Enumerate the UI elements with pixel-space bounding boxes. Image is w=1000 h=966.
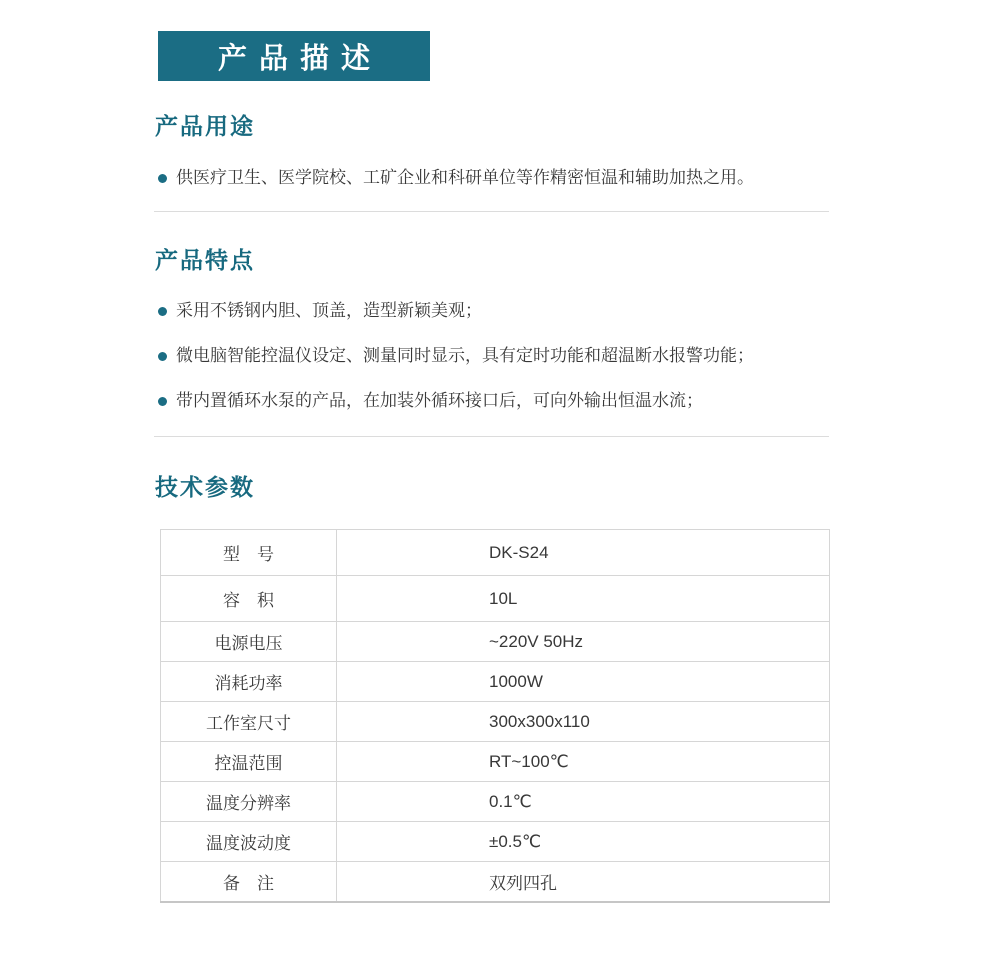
spec-label: 消耗功率	[161, 662, 337, 702]
section-heading-specs: 技术参数	[155, 474, 255, 500]
bullet-dot-icon	[158, 307, 167, 316]
usage-bullet-item	[158, 167, 754, 189]
feature-bullet-item	[158, 345, 754, 367]
spec-row-voltage	[161, 622, 830, 662]
feature-bullet-text: 带内置循环水泵的产品，在加装外循环接口后，可向外输出恒温水流；	[176, 391, 703, 410]
spec-row-temp-fluctuation	[161, 822, 830, 862]
usage-bullet-text: 供医疗卫生、医学院校、工矿企业和科研单位等作精密恒温和辅助加热之用。	[176, 168, 754, 187]
spec-value: 10L	[337, 576, 830, 622]
banner-title: 产品描述	[217, 42, 382, 75]
product-description-banner	[158, 31, 430, 81]
bullet-dot-icon	[158, 174, 167, 183]
spec-row-remarks	[161, 862, 830, 902]
spec-value: ~220V 50Hz	[337, 622, 830, 662]
spec-label: 容 积	[161, 576, 337, 622]
section-heading-usage: 产品用途	[155, 113, 255, 139]
spec-value: 300x300x110	[337, 702, 830, 742]
spec-label: 温度分辨率	[161, 782, 337, 822]
bullet-dot-icon	[158, 397, 167, 406]
section-divider	[154, 211, 829, 212]
spec-row-temp-range	[161, 742, 830, 782]
spec-value: RT~100℃	[337, 742, 830, 782]
spec-row-power	[161, 662, 830, 702]
feature-bullet-item	[158, 390, 703, 412]
spec-label: 温度波动度	[161, 822, 337, 862]
spec-value: 0.1℃	[337, 782, 830, 822]
bullet-dot-icon	[158, 352, 167, 361]
spec-row-temp-resolution	[161, 782, 830, 822]
spec-label: 电源电压	[161, 622, 337, 662]
feature-bullet-text: 微电脑智能控温仪设定、测量同时显示，具有定时功能和超温断水报警功能；	[176, 346, 754, 365]
spec-row-chamber-size	[161, 702, 830, 742]
spec-label: 控温范围	[161, 742, 337, 782]
section-heading-features: 产品特点	[155, 247, 255, 273]
section-divider	[154, 436, 829, 437]
spec-value: 双列四孔	[337, 862, 830, 902]
spec-value: DK-S24	[337, 530, 830, 576]
spec-label: 工作室尺寸	[161, 702, 337, 742]
spec-value: 1000W	[337, 662, 830, 702]
feature-bullet-item	[158, 300, 482, 322]
feature-bullet-text: 采用不锈钢内胆、顶盖，造型新颖美观；	[176, 301, 482, 320]
spec-row-capacity	[161, 576, 830, 622]
specs-table	[160, 529, 830, 903]
spec-row-model	[161, 530, 830, 576]
spec-value: ±0.5℃	[337, 822, 830, 862]
spec-label: 备 注	[161, 862, 337, 902]
spec-label: 型 号	[161, 530, 337, 576]
